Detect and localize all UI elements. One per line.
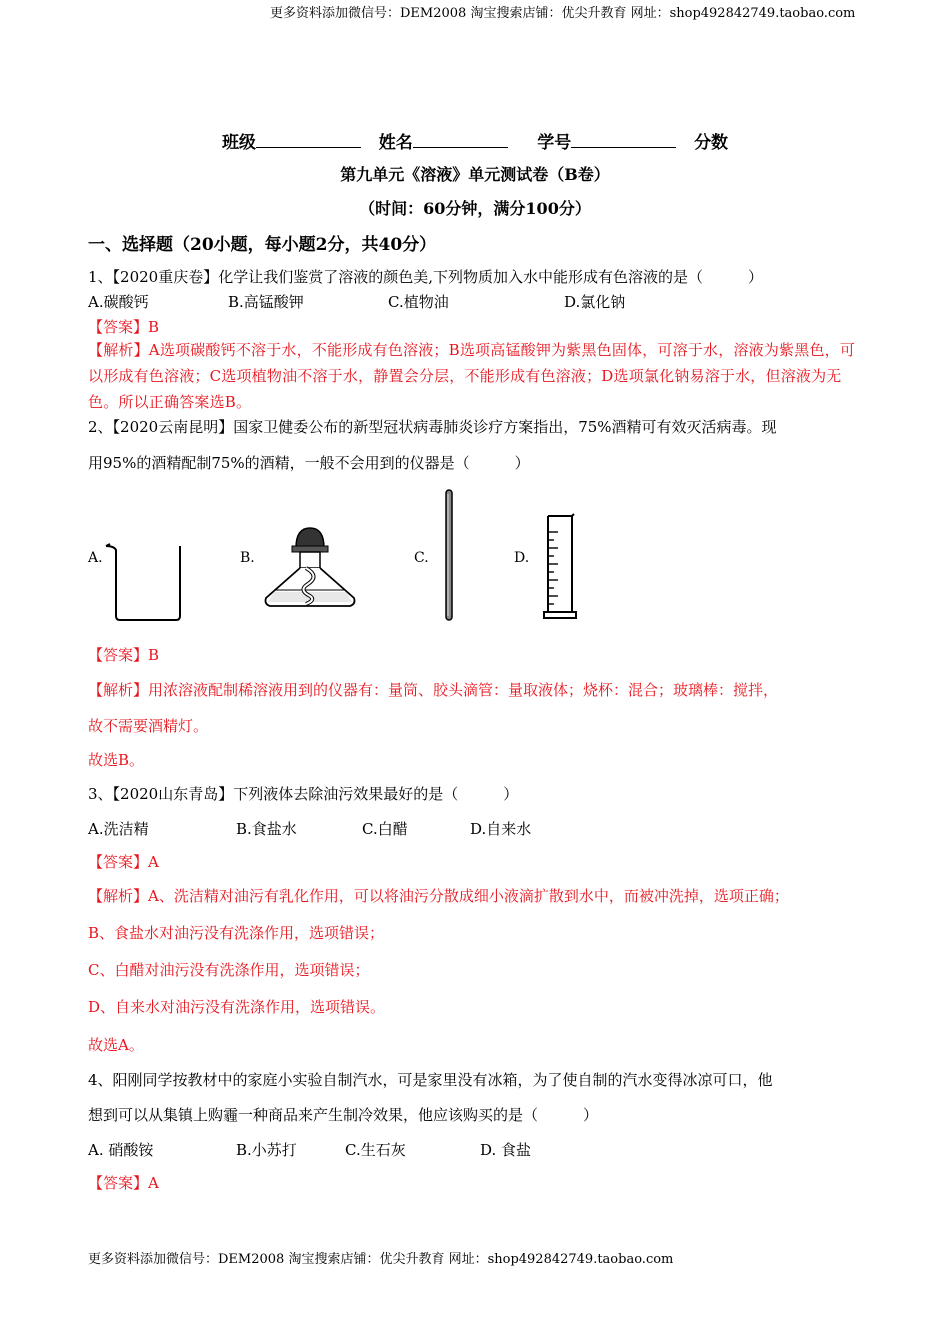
q2-label-d: D.	[514, 550, 530, 566]
page-subtitle: （时间：60分钟，满分100分）	[359, 199, 591, 218]
score-label: 分数	[694, 133, 729, 153]
q1-option-a: A.碳酸钙	[88, 293, 149, 311]
q1-analysis: 【解析】A选项碳酸钙不溶于水，不能形成有色溶液；B选项高锰酸钾为紫黑色固体，可溶于水，溶液为紫黑色，可以形成有色溶液；C选项植物油不溶于水，静置会分层，不能形成有色溶液；D选项氯化钠易溶于水，但溶液为无色。所以正确答案选B。	[88, 341, 856, 411]
q3-answer: 【答案】A	[88, 853, 159, 871]
q3-option-c: C.白醋	[362, 820, 408, 838]
measuring-cylinder-figure	[540, 512, 582, 624]
q3-conclusion: 故选A。	[88, 1036, 144, 1054]
q3-analysis-line4: D、自来水对油污没有洗涤作用，选项错误。	[88, 998, 386, 1016]
q1-stem: 1、【2020重庆卷】化学让我们鉴赏了溶液的颜色美,下列物质加入水中能形成有色溶液的是（ ）	[88, 268, 763, 286]
q4-option-d: D. 食盐	[480, 1141, 532, 1159]
q2-label-b: B.	[240, 550, 255, 566]
q3-option-b: B.食盐水	[236, 820, 297, 838]
q2-stem-line2: 用95%的酒精配制75%的酒精，一般不会用到的仪器是（ ）	[88, 454, 530, 472]
class-label: 班级	[221, 133, 256, 153]
q2-answer: 【答案】B	[88, 646, 160, 664]
beaker-figure	[104, 540, 184, 622]
q3-stem: 3、【2020山东青岛】下列液体去除油污效果最好的是（ ）	[88, 785, 519, 803]
q4-option-c: C.生石灰	[345, 1141, 406, 1159]
class-blank	[256, 133, 361, 148]
q4-stem-line2: 想到可以从集镇上购霾一种商品来产生制冷效果，他应该购买的是（ ）	[88, 1106, 599, 1124]
q1-option-c: C.植物油	[388, 293, 449, 311]
student-id-blank	[571, 133, 676, 148]
q2-stem-line1: 2、【2020云南昆明】国家卫健委公布的新型冠状病毒肺炎诊疗方案指出，75%酒精可有效灭活病毒。现	[88, 418, 777, 436]
q4-option-b: B.小苏打	[236, 1141, 297, 1159]
section-heading: 一、选择题（20小题，每小题2分，共40分）	[88, 235, 437, 255]
glass-rod-figure	[442, 488, 456, 622]
q3-analysis-line2: B、食盐水对油污没有洗涤作用，选项错误；	[88, 924, 385, 942]
student-info-line	[0, 128, 950, 153]
q1-option-d: D.氯化钠	[564, 293, 626, 311]
q2-analysis-line2: 故不需要酒精灯。	[88, 717, 209, 735]
q2-conclusion: 故选B。	[88, 751, 145, 769]
q2-label-c: C.	[414, 550, 429, 566]
q4-answer: 【答案】A	[88, 1174, 159, 1192]
alcohol-lamp-figure	[262, 526, 358, 622]
page-header: 更多资料添加微信号：DEM2008 淘宝搜索店铺：优尖升教育 网址：shop492842749.taobao.com	[270, 6, 856, 21]
q4-option-a: A. 硝酸铵	[88, 1141, 154, 1159]
name-blank	[413, 133, 508, 148]
q3-analysis-line1: 【解析】A、洗洁精对油污有乳化作用，可以将油污分散成细小液滴扩散到水中，而被冲洗掉，选项正确；	[88, 887, 789, 905]
q2-label-a: A.	[88, 550, 103, 566]
q3-option-a: A.洗洁精	[88, 820, 149, 838]
q3-analysis-line3: C、白醋对油污没有洗涤作用，选项错误；	[88, 961, 370, 979]
q2-analysis-line1: 【解析】用浓溶液配制稀溶液用到的仪器有：量筒、胶头滴管：量取液体；烧杯：混合；玻璃棒：搅拌，	[88, 681, 779, 699]
q3-option-d: D.自来水	[470, 820, 532, 838]
student-id-label: 学号	[537, 133, 572, 153]
page-title: 第九单元《溶液》单元测试卷（B卷）	[340, 165, 610, 184]
name-label: 姓名	[378, 133, 413, 153]
page-footer: 更多资料添加微信号：DEM2008 淘宝搜索店铺：优尖升教育 网址：shop492842749.taobao.com	[88, 1252, 674, 1267]
q1-answer: 【答案】B	[88, 318, 160, 336]
q4-stem-line1: 4、阳刚同学按教材中的家庭小实验自制汽水，可是家里没有冰箱，为了使自制的汽水变得冰凉可口，他	[88, 1071, 773, 1089]
q1-option-b: B.高锰酸钾	[228, 293, 304, 311]
